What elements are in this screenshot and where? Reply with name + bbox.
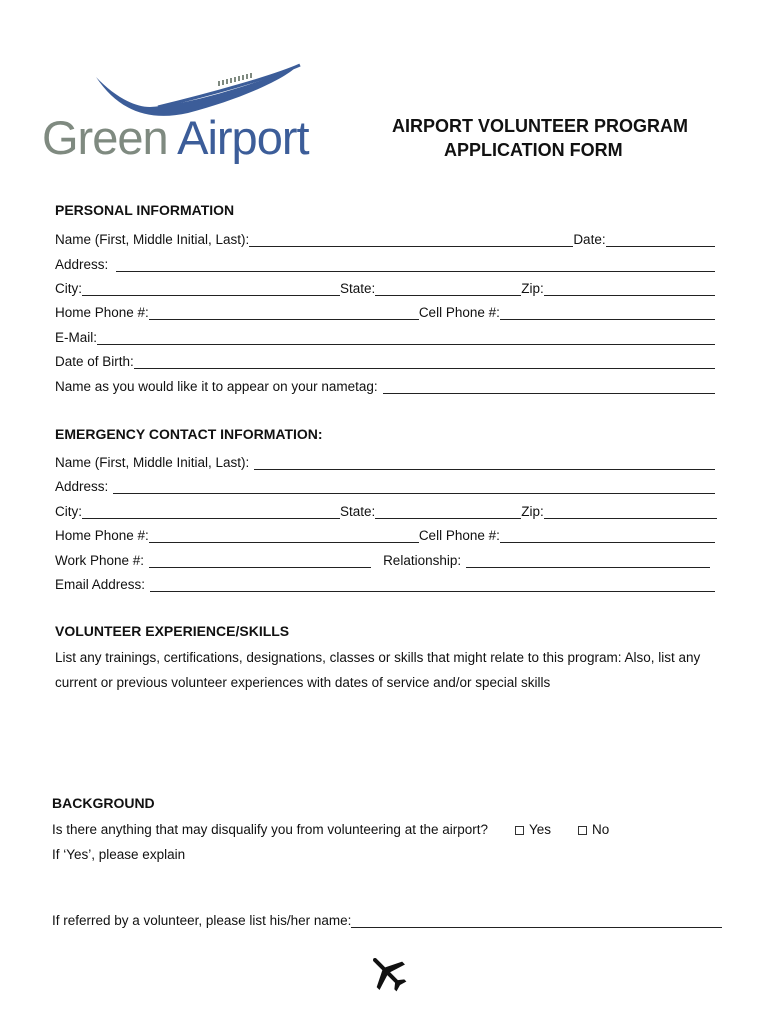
personal-nametag-label: Name as you would like it to appear on your nametag: <box>55 379 378 394</box>
referral-row <box>52 910 722 928</box>
form-title-line1: AIRPORT VOLUNTEER PROGRAM <box>392 116 689 136</box>
emergency-work-row <box>55 550 710 568</box>
emergency-home-phone-label: Home Phone #: <box>55 528 149 543</box>
no-label: No <box>592 822 610 837</box>
logo-word-green: Green <box>42 111 168 164</box>
personal-nametag-field[interactable] <box>383 379 715 394</box>
emergency-email-label: Email Address: <box>55 577 146 592</box>
emergency-work-phone-label: Work Phone #: <box>55 553 145 568</box>
background-explain-area[interactable] <box>52 865 717 905</box>
personal-cell-phone-label: Cell Phone #: <box>418 305 500 320</box>
emergency-state-label: State: <box>340 504 376 519</box>
personal-city-row <box>55 278 715 296</box>
referral-label: If referred by a volunteer, please list his/her name: <box>52 913 352 928</box>
emergency-email-field[interactable] <box>150 577 715 592</box>
personal-email-field[interactable] <box>97 330 715 345</box>
yes-label: Yes <box>529 822 552 837</box>
emergency-cell-phone-label: Cell Phone #: <box>418 528 500 543</box>
form-title-line2: APPLICATION FORM <box>444 140 623 160</box>
personal-dob-label: Date of Birth: <box>55 354 134 369</box>
personal-home-phone-label: Home Phone #: <box>55 305 149 320</box>
emergency-city-label: City: <box>55 504 82 519</box>
personal-home-phone-field[interactable] <box>149 305 419 320</box>
referral-field[interactable] <box>351 913 722 928</box>
personal-address-row <box>55 254 715 272</box>
section-background-heading: BACKGROUND <box>52 795 155 811</box>
personal-zip-label: Zip: <box>521 281 544 296</box>
personal-state-field[interactable] <box>375 281 521 296</box>
emergency-address-field[interactable] <box>113 479 715 494</box>
emergency-zip-label: Zip: <box>521 504 544 519</box>
emergency-state-field[interactable] <box>375 504 521 519</box>
personal-city-label: City: <box>55 281 82 296</box>
emergency-work-phone-field[interactable] <box>149 553 371 568</box>
personal-zip-field[interactable] <box>544 281 715 296</box>
experience-instructions-line2: current or previous volunteer experiences with dates of service and/or special skills <box>55 675 551 690</box>
personal-date-label: Date: <box>573 232 606 247</box>
emergency-address-row <box>55 476 715 494</box>
emergency-home-phone-field[interactable] <box>149 528 419 543</box>
section-personal-heading: PERSONAL INFORMATION <box>55 202 235 218</box>
emergency-cell-phone-field[interactable] <box>500 528 715 543</box>
yes-checkbox[interactable] <box>515 826 524 835</box>
section-emergency-heading: EMERGENCY CONTACT INFORMATION: <box>55 426 323 442</box>
logo-wordmark <box>42 110 309 165</box>
personal-cell-phone-field[interactable] <box>500 305 715 320</box>
personal-date-field[interactable] <box>606 232 715 247</box>
experience-answer-area[interactable] <box>55 695 715 790</box>
personal-name-field[interactable] <box>249 232 573 247</box>
personal-address-label: Address: <box>55 257 109 272</box>
emergency-address-label: Address: <box>55 479 109 494</box>
emergency-name-field[interactable] <box>254 455 715 470</box>
emergency-relationship-field[interactable] <box>466 553 710 568</box>
emergency-email-row <box>55 574 715 592</box>
logo-word-airport: Airport <box>177 111 309 164</box>
emergency-name-row <box>55 452 715 470</box>
personal-phone-row <box>55 302 715 320</box>
background-explain-label: If ‘Yes’, please explain <box>52 847 186 862</box>
background-no-option[interactable] <box>578 822 609 837</box>
emergency-zip-field[interactable] <box>544 504 717 519</box>
personal-address-field[interactable] <box>116 257 715 272</box>
airplane-icon <box>366 951 410 995</box>
experience-instructions-line1: List any trainings, certifications, designations, classes or skills that might relate to this program: Also, list any <box>55 650 701 665</box>
emergency-phone-row <box>55 525 715 543</box>
personal-city-field[interactable] <box>82 281 340 296</box>
background-yes-option[interactable] <box>515 822 551 837</box>
personal-name-row <box>55 229 715 247</box>
personal-state-label: State: <box>340 281 376 296</box>
no-checkbox[interactable] <box>578 826 587 835</box>
emergency-city-row <box>55 501 717 519</box>
personal-dob-row <box>55 351 715 369</box>
section-experience-heading: VOLUNTEER EXPERIENCE/SKILLS <box>55 623 290 639</box>
emergency-city-field[interactable] <box>82 504 340 519</box>
personal-name-label: Name (First, Middle Initial, Last): <box>55 232 250 247</box>
personal-email-row <box>55 327 715 345</box>
personal-nametag-row <box>55 376 715 394</box>
personal-dob-field[interactable] <box>134 354 715 369</box>
emergency-name-label: Name (First, Middle Initial, Last): <box>55 455 250 470</box>
personal-email-label: E-Mail: <box>55 330 98 345</box>
background-question: Is there anything that may disqualify you from volunteering at the airport? <box>52 822 488 837</box>
emergency-relationship-label: Relationship: <box>383 553 462 568</box>
